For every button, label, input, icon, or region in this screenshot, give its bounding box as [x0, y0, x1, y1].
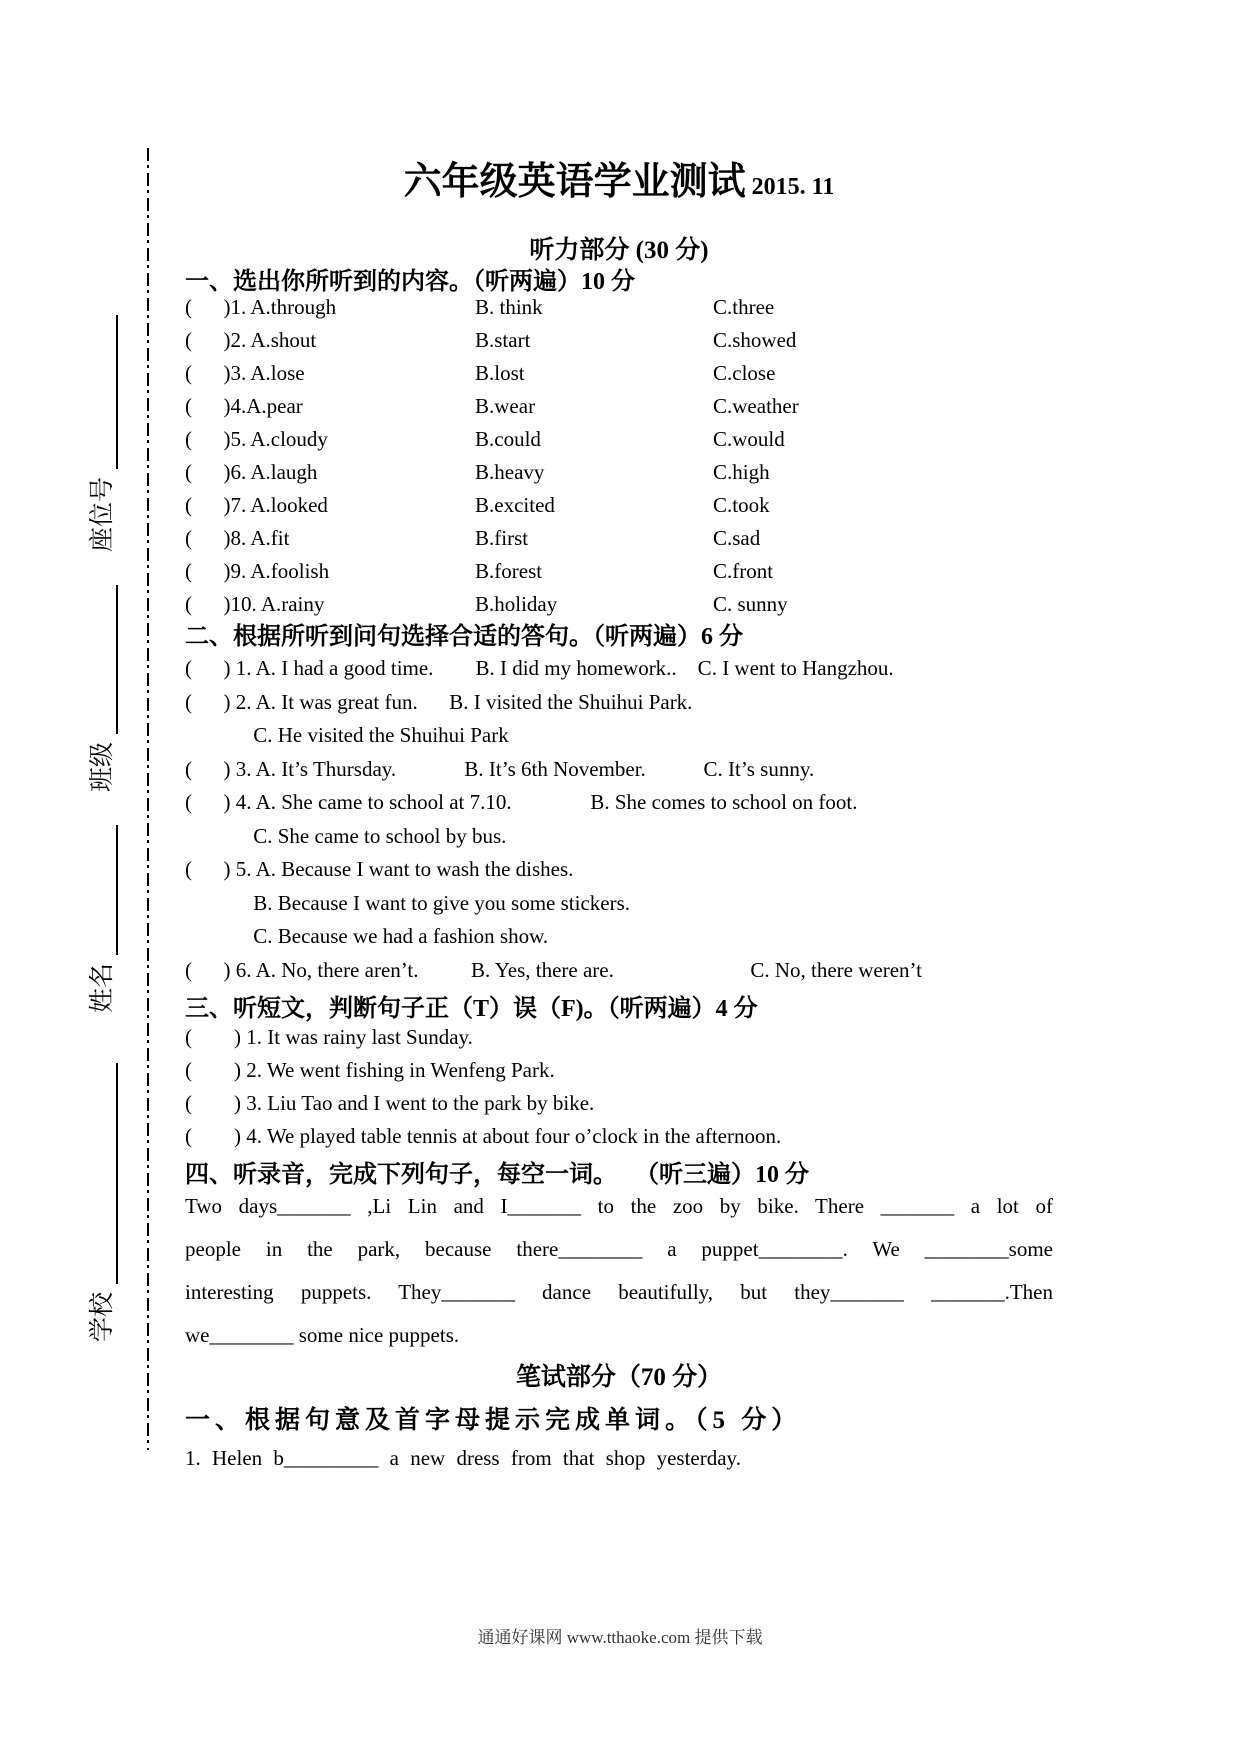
part1-row: [185, 291, 1053, 324]
written-part1-item-1: 1. Helen b_________ a new dress from that shop yesterday.: [185, 1446, 741, 1470]
option-a: ( )5. A.cloudy: [185, 427, 328, 451]
footer-watermark: 通通好课网 www.tthaoke.com 提供下载: [477, 1628, 763, 1647]
option-a: ( )3. A.lose: [185, 361, 305, 385]
option-a: ( )4.A.pear: [185, 394, 303, 418]
part3-heading: 三、听短文，判断句子正（T）误（F)。（听两遍）4 分: [185, 996, 758, 1022]
option-b: B.could: [475, 427, 541, 451]
option-b: B.holiday: [475, 592, 558, 616]
option-c: C.weather: [713, 394, 799, 418]
option-c: C.would: [713, 427, 785, 451]
margin-field-school: [88, 1063, 118, 1342]
seat-number-blank-line: [110, 315, 118, 469]
listening-section-header: 听力部分 (30 分): [529, 237, 709, 264]
part2-line: ( ) 1. A. I had a good time. B. I did my homework.. C. I went to Hangzhou.: [185, 656, 894, 680]
option-c: C.took: [713, 493, 770, 517]
part1-question-block: [185, 291, 1053, 621]
part4-cloze-line: interesting puppets. They_______ dance beautifully, but they_______ _______.Then: [185, 1280, 1053, 1304]
margin-field-seat-number: [88, 315, 118, 552]
option-b: B.wear: [475, 394, 536, 418]
seat-number-label: 座位号: [89, 476, 116, 552]
option-c: C.sad: [713, 526, 761, 550]
part4-heading: 四、听录音，完成下列句子，每空一词。 （听三遍）10 分: [185, 1162, 809, 1188]
part4-cloze-line: people in the park, because there________ a puppet________. We ________some: [185, 1237, 1053, 1261]
seal-cut-line: [147, 148, 149, 1450]
option-a: ( )10. A.rainy: [185, 592, 325, 616]
page-title-line: [185, 150, 1053, 205]
part3-question-block: [185, 1021, 1053, 1153]
part3-line: ( ) 1. It was rainy last Sunday.: [185, 1025, 473, 1049]
option-a: ( )2. A.shout: [185, 328, 317, 352]
written-section-header: 笔试部分（70 分）: [515, 1364, 723, 1391]
part3-line: ( ) 2. We went fishing in Wenfeng Park.: [185, 1058, 555, 1082]
part1-row: [185, 357, 1053, 390]
page-title: 六年级英语学业测试: [403, 161, 746, 203]
option-c: C.showed: [713, 328, 797, 352]
option-b: B.start: [475, 328, 531, 352]
part4-cloze-line: Two days_______ ,Li Lin and I_______ to the zoo by bike. There _______ a lot of: [185, 1194, 1053, 1218]
part1-row: [185, 390, 1053, 423]
school-blank-line: [110, 1063, 118, 1284]
name-label: 姓名: [89, 962, 116, 1013]
option-b: B.forest: [475, 559, 543, 583]
option-c: C.high: [713, 460, 770, 484]
option-a: ( )7. A.looked: [185, 493, 328, 517]
part2-line: B. Because I want to give you some stickers.: [185, 890, 630, 915]
part2-heading: 二、根据所听到问句选择合适的答句。（听两遍）6 分: [185, 624, 743, 650]
option-b: B.lost: [475, 361, 525, 385]
part2-line: ( ) 3. A. It’s Thursday. B. It’s 6th November. C. It’s sunny.: [185, 756, 815, 781]
school-label: 学校: [89, 1291, 116, 1342]
option-c: C.close: [713, 361, 776, 385]
part4-cloze-line: we________ some nice puppets.: [185, 1323, 460, 1347]
part1-row: [185, 456, 1053, 489]
part2-question-block: [185, 652, 1053, 987]
part4-cloze-paragraph: [185, 1185, 1053, 1357]
name-blank-line: [110, 825, 118, 955]
option-c: C.front: [713, 559, 774, 583]
option-b: B.first: [475, 526, 529, 550]
written-part1-heading: 一、根据句意及首字母提示完成单词。（5 分）: [185, 1407, 802, 1434]
margin-field-class: [88, 585, 118, 792]
option-a: ( )9. A.foolish: [185, 559, 330, 583]
part2-line: ( ) 5. A. Because I want to wash the dishes.: [185, 857, 574, 881]
part1-row: [185, 555, 1053, 588]
option-a: ( )1. A.through: [185, 295, 337, 319]
part2-line: ( ) 2. A. It was great fun. B. I visited the Shuihui Park.: [185, 689, 693, 714]
part3-line: ( ) 4. We played table tennis at about four o’clock in the afternoon.: [185, 1124, 782, 1148]
option-a: ( )8. A.fit: [185, 526, 290, 550]
part2-line: ( ) 4. A. She came to school at 7.10. B. She comes to school on foot.: [185, 790, 858, 814]
option-b: B. think: [475, 295, 543, 319]
part1-row: [185, 324, 1053, 357]
option-c: C.three: [713, 295, 775, 319]
option-c: C. sunny: [713, 592, 788, 616]
part1-row: [185, 423, 1053, 456]
part1-row: [185, 522, 1053, 555]
part2-line: ( ) 6. A. No, there aren’t. B. Yes, there are. C. No, there weren’t: [185, 957, 922, 982]
part2-line: C. He visited the Shuihui Park: [185, 723, 509, 747]
part2-line: C. Because we had a fashion show.: [185, 924, 549, 948]
option-b: B.heavy: [475, 460, 545, 484]
option-a: ( )6. A.laugh: [185, 460, 318, 484]
part3-line: ( ) 3. Liu Tao and I went to the park by bike.: [185, 1091, 595, 1115]
margin-field-name: [88, 825, 118, 1013]
option-b: B.excited: [475, 493, 555, 517]
class-blank-line: [110, 585, 118, 734]
part1-heading: 一、选出你所听到的内容。（听两遍）10 分: [185, 269, 635, 295]
part1-row: [185, 489, 1053, 522]
part2-line: C. She came to school by bus.: [185, 823, 507, 848]
page-title-date: 2015. 11: [745, 174, 835, 200]
class-label: 班级: [89, 741, 116, 792]
